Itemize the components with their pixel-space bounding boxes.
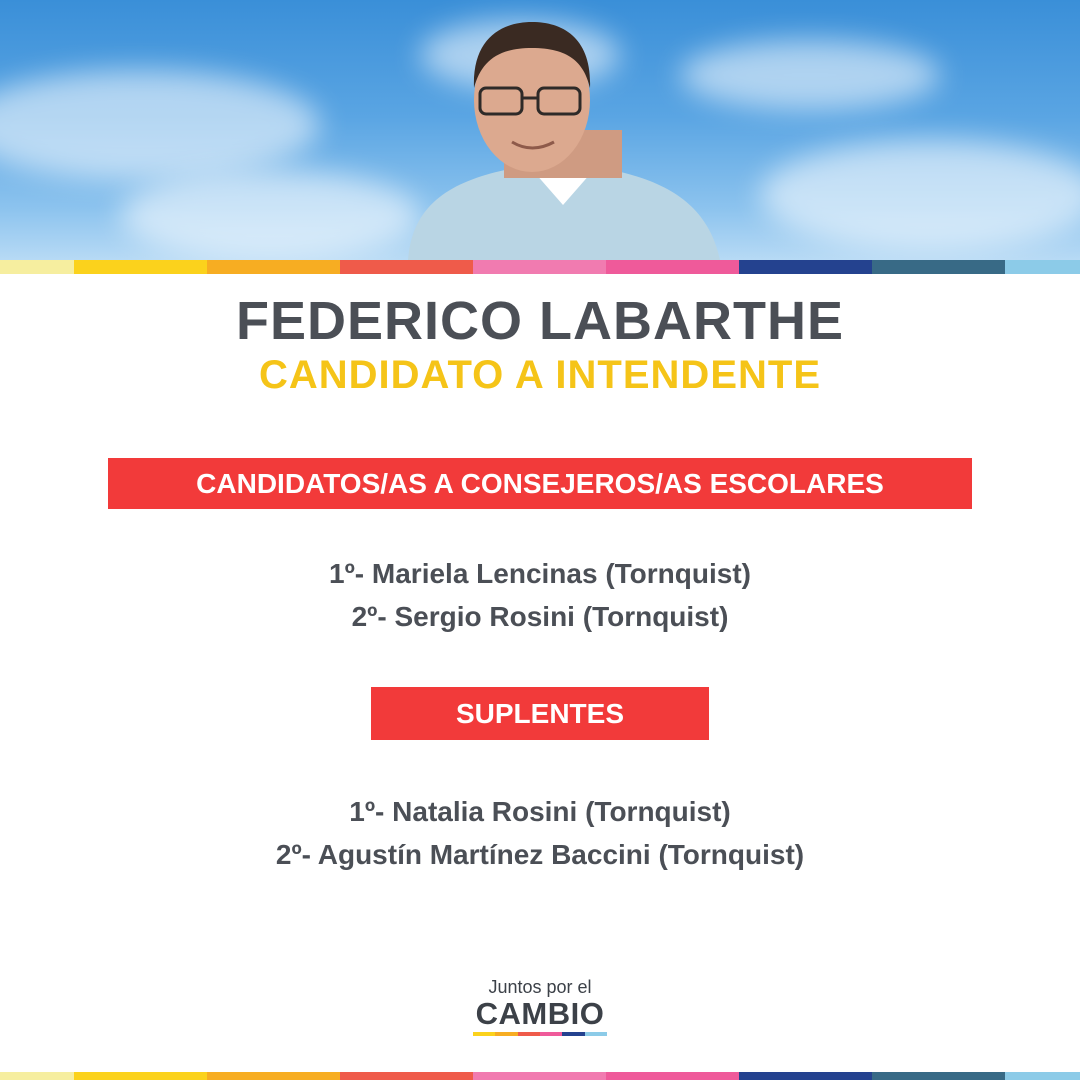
list-item: 2º- Agustín Martínez Baccini (Tornquist) bbox=[275, 839, 805, 870]
bottom-color-stripe bbox=[0, 1072, 1080, 1080]
header-photo bbox=[0, 0, 1080, 260]
candidate-role: CANDIDATO A INTENDENTE bbox=[259, 353, 821, 397]
title-block bbox=[0, 290, 1080, 398]
list-item: 2º- Sergio Rosini (Tornquist) bbox=[351, 601, 729, 632]
list-item: 1º- Mariela Lencinas (Tornquist) bbox=[329, 558, 751, 589]
suplentes-list bbox=[0, 790, 1080, 876]
logo-line-2: CAMBIO bbox=[475, 996, 605, 1031]
section-label-consejeros: CANDIDATOS/AS A CONSEJEROS/AS ESCOLARES bbox=[108, 458, 972, 509]
section-label-suplentes: SUPLENTES bbox=[371, 687, 709, 740]
party-logo bbox=[440, 976, 640, 1036]
list-item: 1º- Natalia Rosini (Tornquist) bbox=[349, 796, 731, 827]
candidate-name: FEDERICO LABARTHE bbox=[236, 291, 844, 351]
candidate-portrait bbox=[0, 0, 1080, 260]
top-color-stripe bbox=[0, 260, 1080, 274]
logo-color-stripe bbox=[473, 1032, 607, 1036]
consejeros-list bbox=[0, 552, 1080, 638]
logo-line-1: Juntos por el bbox=[488, 977, 592, 997]
